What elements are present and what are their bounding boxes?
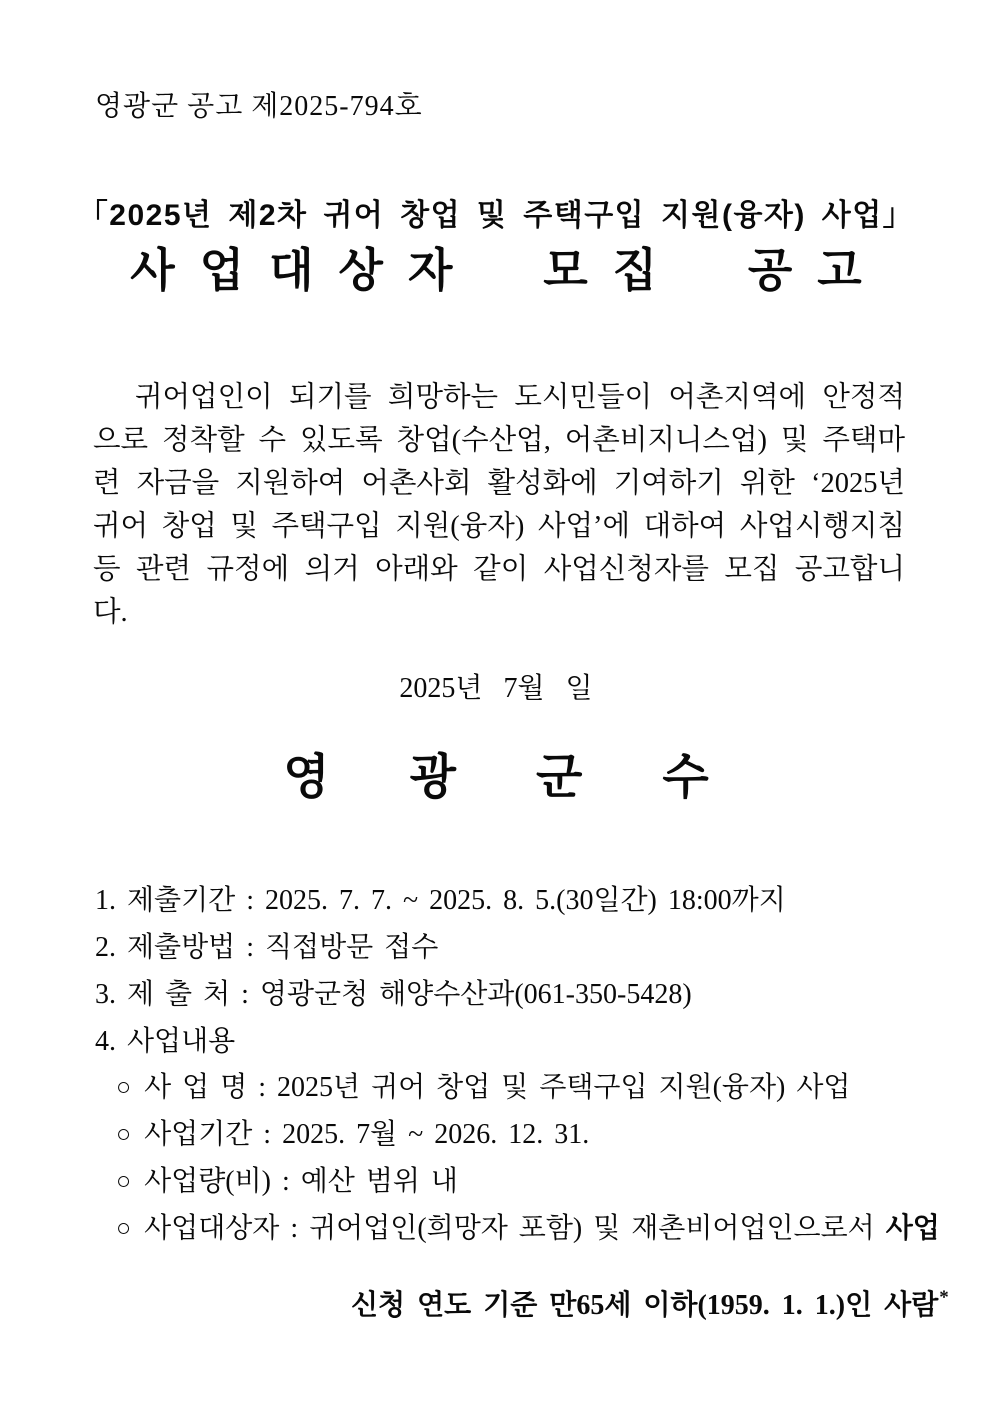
sub-item-text xyxy=(144,1206,940,1246)
title-subtitle: 「2025년 제2차 귀어 창업 및 주택구입 지원(융자) 사업」 xyxy=(77,199,915,232)
sub-item-project-volume xyxy=(116,1159,458,1199)
sub-item-project-name xyxy=(116,1065,850,1105)
eligibility-continuation-line xyxy=(303,1251,949,1355)
sub-item-text-bold: 사업 xyxy=(885,1213,940,1244)
body-paragraph: 귀어업인이 되기를 희망하는 도시민들이 어촌지역에 안정적으로 정착할 수 있도록 창업(수산업, 어촌비지니스업) 및 주택마련 자금을 지원하여 어촌사회 활성화에 기여하기 위한 ‘2025년 귀어 창업 및 주택구입 지원(융자) 사업’에 대하여 사업시행지침 등 관련 규정에 의거 아래와 같이 사업신청자를 모집 공고합니다. xyxy=(93,382,905,628)
sub-item-project-period xyxy=(116,1112,589,1152)
list-item-project-details: 4. 사업내용 xyxy=(95,1026,236,1057)
list-item-submission-period: 1. 제출기간 : 2025. 7. 7. ~ 2025. 8. 5.(30일간) 18:00까지 xyxy=(95,885,786,916)
date-line: 2025년 7월 일 xyxy=(399,673,593,704)
list-item-submission-place: 3. 제 출 처 : 영광군청 해양수산과(061-350-5428) xyxy=(95,979,692,1010)
continuation-text: 신청 연도 기준 만65세 이하(1959. 1. 1.)인 사람 xyxy=(351,1290,939,1321)
list-item-submission-method: 2. 제출방법 : 직접방문 접수 xyxy=(95,932,439,963)
page-title: 사업대상자 모집 공고 xyxy=(130,244,887,296)
sub-item-text: 사 업 명 : 2025년 귀어 창업 및 주택구입 지원(융자) 사업 xyxy=(144,1072,851,1103)
footnote-asterisk: * xyxy=(939,1287,949,1308)
sub-item-text: 사업량(비) : 예산 범위 내 xyxy=(144,1166,458,1197)
circle-bullet-icon: ○ xyxy=(116,1215,132,1242)
signature-mayor: 영광군수 xyxy=(283,751,789,804)
circle-bullet-icon: ○ xyxy=(116,1168,132,1195)
circle-bullet-icon: ○ xyxy=(116,1074,132,1101)
circle-bullet-icon: ○ xyxy=(116,1121,132,1148)
doc-number: 영광군 공고 제2025-794호 xyxy=(95,91,423,122)
sub-item-eligible-applicants xyxy=(116,1206,940,1246)
sub-item-text: 사업기간 : 2025. 7월 ~ 2026. 12. 31. xyxy=(144,1119,590,1150)
sub-item-text-normal: 사업대상자 : 귀어업인(희망자 포함) 및 재촌비어업인으로서 xyxy=(144,1213,886,1244)
